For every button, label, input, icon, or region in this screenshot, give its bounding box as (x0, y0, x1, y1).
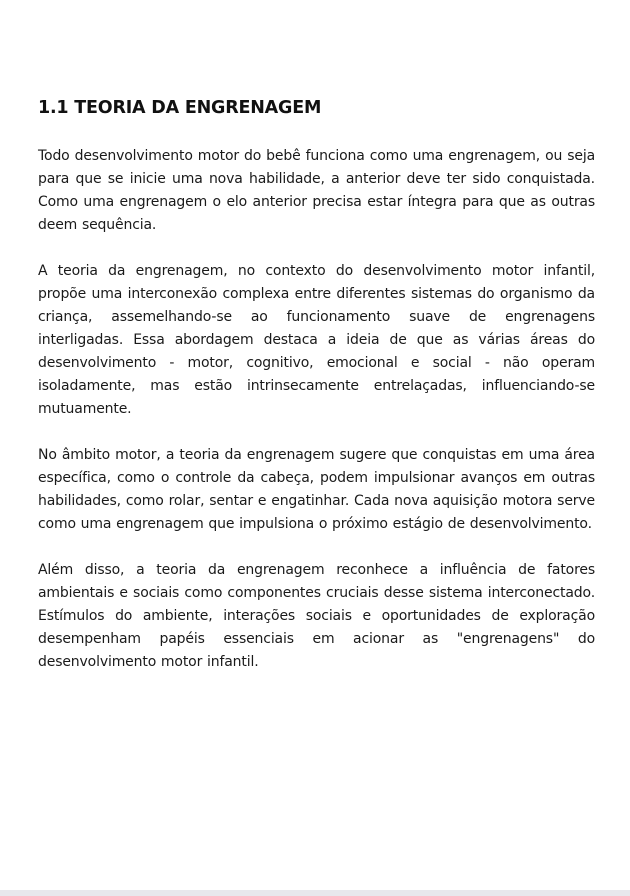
paragraph-1: Todo desenvolvimento motor do bebê funciona como uma engrenagem, ou seja para que se inicie uma nova habilidade, a anterior deve ter sido conquistada. Como uma engrenagem o elo anterior precisa estar íntegra para que as outras deem sequência. (38, 148, 595, 233)
paragraph-4: Além disso, a teoria da engrenagem reconhece a influência de fatores ambientais e sociais como componentes cruciais desse sistema interconectado. Estímulos do ambiente, interações sociais e oportunidades de exploração desempenham papéis essenciais em acionar as "engrenagens" do desenvolvimento motor infantil. (38, 562, 595, 670)
page-bottom-edge (0, 890, 630, 896)
section-heading: 1.1 TEORIA DA ENGRENAGEM (38, 98, 322, 118)
paragraph-3: No âmbito motor, a teoria da engrenagem sugere que conquistas em uma área específica, como o controle da cabeça, podem impulsionar avanços em outras habilidades, como rolar, sentar e engatinhar. Cada nova aquisição motora serve como uma engrenagem que impulsiona o próximo estágio de desenvolvimento. (38, 447, 595, 532)
paragraph-2: A teoria da engrenagem, no contexto do desenvolvimento motor infantil, propõe uma interconexão complexa entre diferentes sistemas do organismo da criança, assemelhando-se ao funcionamento suave de engrenagens interligadas. Essa abordagem destaca a ideia de que as várias áreas do desenvolvimento - motor, cognitivo, emocional e social - não operam isoladamente, mas estão intrinsecamente entrelaçadas, influenciando-se mutuamente. (38, 263, 595, 417)
